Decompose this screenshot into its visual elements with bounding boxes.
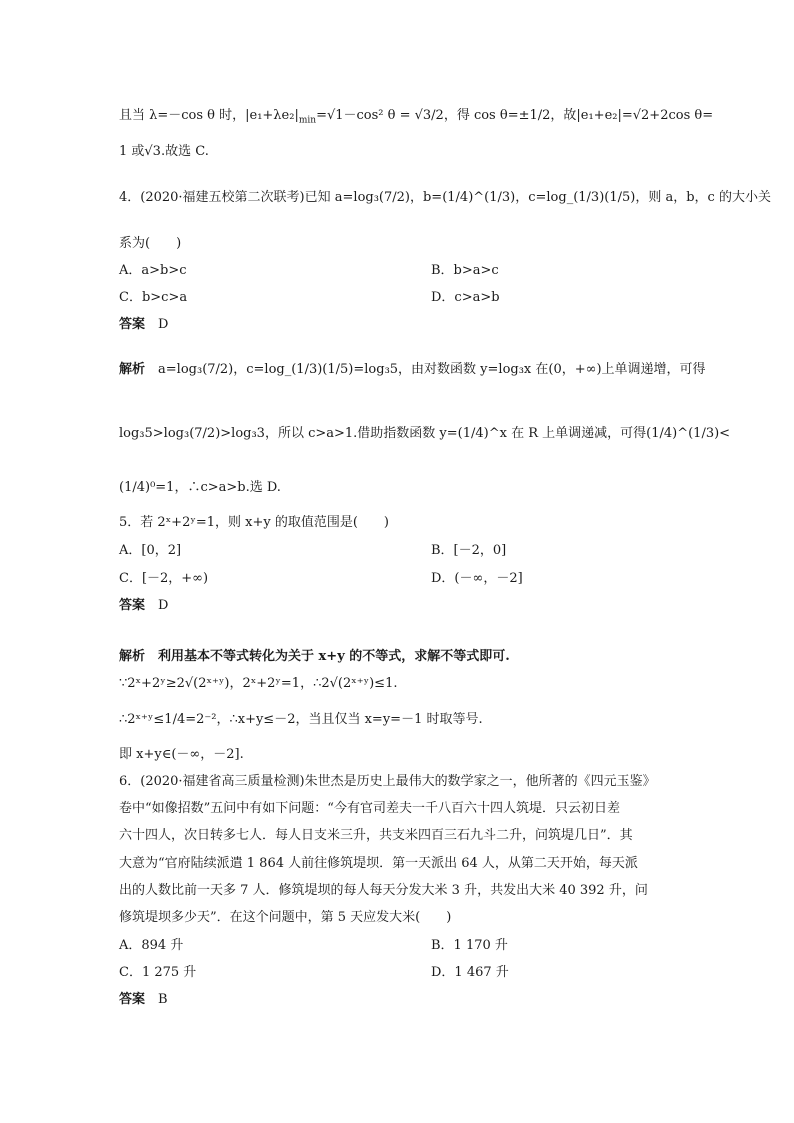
option-a: A．894 升: [119, 938, 184, 953]
question-6-cont: 出的人数比前一天多 7 人．修筑堤坝的每人每天分发大米 3 升，共发出大米 40 392 升，问: [119, 883, 648, 898]
question-6-cont: 修筑堤坝多少天”．在这个问题中，第 5 天应发大米( ): [119, 910, 452, 925]
text-line: 1 或√3.故选 C.: [119, 144, 209, 159]
option-d: D．c>a>b: [431, 290, 500, 305]
answer-value: D: [158, 317, 169, 332]
option-a: A．[0，2]: [119, 543, 182, 558]
text-line: 且当 λ=－cos θ 时，$|e_1+\lambda e_2|_{min}=√1-\cos^2$ θ = √3/2，得 cos θ=±1/2，故|e₁+e₂|=√2+2cos θ=: [119, 108, 714, 126]
analysis-line: 解析 利用基本不等式转化为关于 x+y 的不等式，求解不等式即可.: [119, 649, 510, 664]
question-6-cont: 大意为“官府陆续派遣 1 864 人前往修筑堤坝．第一天派出 64 人，从第二天开始，每天派: [119, 856, 638, 871]
option-b: B．[－2，0]: [431, 543, 507, 558]
answer-value: B: [158, 992, 168, 1007]
analysis-line: log₃5>log₃(7/2)>log₃3，所以 c>a>1.借助指数函数 y=(1/4)^x 在 R 上单调递减，可得(1/4)^(1/3)<: [119, 426, 731, 441]
answer-line: [119, 597, 168, 615]
answer-line: [119, 316, 168, 334]
option-c: C．[－2，+∞): [119, 571, 209, 586]
question-6-cont: 卷中“如像招数”五问中有如下问题：“今有官司差夫一千八百六十四人筑堤．只云初日差: [119, 801, 620, 816]
question-6: 6．(2020·福建省高三质量检测)朱世杰是历史上最伟大的数学家之一，他所著的《四元玉鉴》: [119, 774, 656, 789]
analysis-line: 即 x+y∈(－∞，－2].: [119, 747, 244, 762]
analysis-line: ∴2ˣ⁺ʸ≤1/4=2⁻²，∴x+y≤－2，当且仅当 x=y=－1 时取等号.: [119, 712, 483, 727]
option-d: D．1 467 升: [431, 965, 509, 980]
answer-label: 答案: [119, 317, 146, 332]
option-c: C．b>c>a: [119, 290, 188, 305]
question-6-cont: 六十四人，次日转多七人．每人日支米三升，共支米四百三石九斗二升，问筑堤几日”．其: [119, 828, 633, 843]
question-5: 5．若 2ˣ+2ʸ=1，则 x+y 的取值范围是( ): [119, 515, 389, 530]
answer-line: [119, 991, 168, 1009]
option-d: D．(－∞，－2]: [431, 571, 523, 586]
answer-value: D: [158, 598, 169, 613]
option-b: B．b>a>c: [431, 263, 499, 278]
answer-label: 答案: [119, 992, 146, 1007]
question-4-cont: 系为( ): [119, 236, 182, 251]
answer-label: 答案: [119, 598, 146, 613]
analysis-label: 解析: [119, 649, 146, 664]
analysis-label: 解析: [119, 362, 146, 377]
option-c: C．1 275 升: [119, 965, 197, 980]
analysis-line: (1/4)⁰=1，∴c>a>b.选 D.: [119, 480, 281, 495]
option-a: A．a>b>c: [119, 263, 187, 278]
analysis-line: ∵2ˣ+2ʸ≥2√(2ˣ⁺ʸ)，2ˣ+2ʸ=1，∴2√(2ˣ⁺ʸ)≤1.: [119, 676, 398, 691]
question-4: 4．(2020·福建五校第二次联考)已知 a=log₃(7/2)，b=(1/4)^(1/3)，c=log_(1/3)(1/5)，则 a，b，c 的大小关: [119, 190, 771, 205]
option-b: B．1 170 升: [431, 938, 508, 953]
analysis-line: 解析 a=log₃(7/2)，c=log_(1/3)(1/5)=log₃5，由对数函数 y=log₃x 在(0，+∞)上单调递增，可得: [119, 362, 706, 377]
